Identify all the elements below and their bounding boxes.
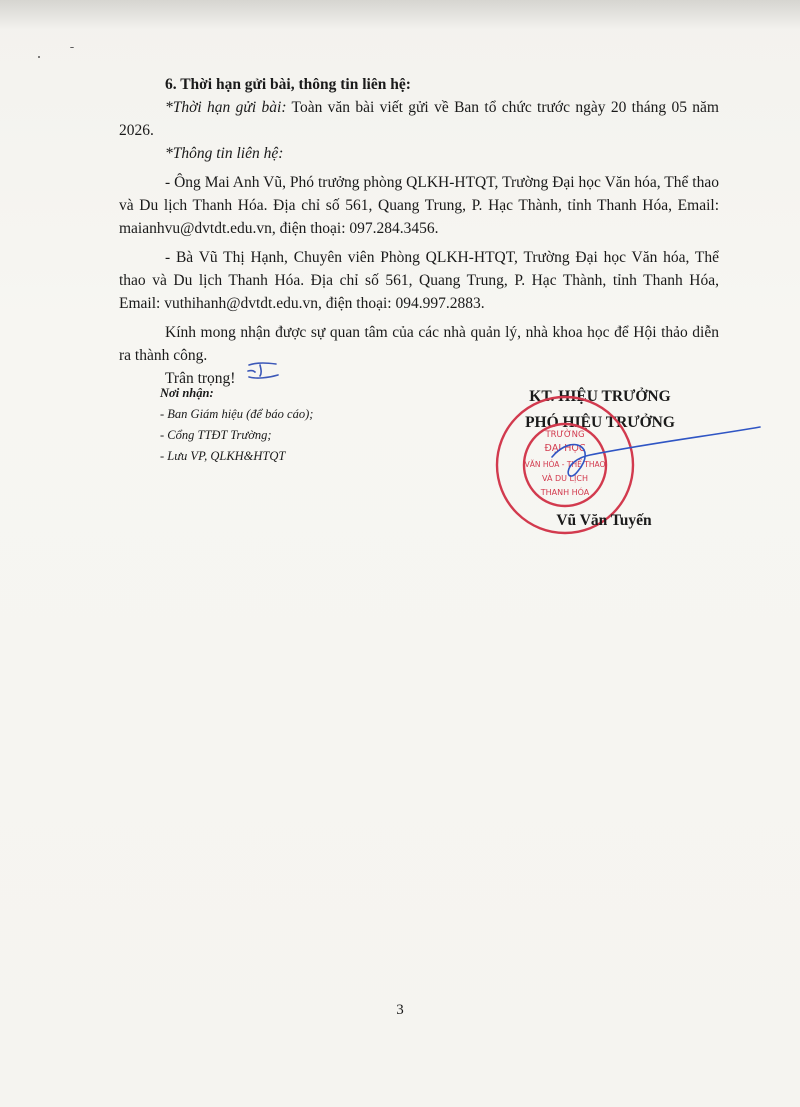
scan-speck: [70, 47, 74, 48]
recipient-item: - Ban Giám hiệu (để báo cáo);: [160, 407, 314, 421]
seal-line: ĐẠI HỌC: [544, 443, 586, 454]
signature-title-2: PHÓ HIỆU TRƯỞNG: [525, 414, 675, 431]
closing-paragraph: Kính mong nhận được sự quan tâm của các nhà quản lý, nhà khoa học để Hội thảo diễn ra thành công.: [119, 324, 719, 364]
section-heading: 6. Thời hạn gửi bài, thông tin liên hệ:: [165, 76, 411, 93]
seal-line: TRƯỜNG: [545, 430, 585, 440]
scan-edge-shadow: [0, 0, 800, 30]
signature-title-1: KT. HIỆU TRƯỞNG: [529, 388, 671, 405]
signer-name: Vũ Văn Tuyến: [556, 512, 652, 529]
contact-label: *Thông tin liên hệ:: [165, 145, 284, 162]
document-body: [119, 73, 719, 390]
seal-line: THANH HÓA: [540, 488, 590, 497]
recipient-item: - Cổng TTĐT Trường;: [160, 428, 272, 442]
deadline-text: Toàn văn bài viết gửi về Ban tổ chức trước ngày 20 tháng 05 năm 2026.: [119, 99, 719, 139]
seal-line: VĂN HÓA - THỂ THAO: [524, 460, 606, 469]
recipient-item: - Lưu VP, QLKH&HTQT: [160, 449, 286, 463]
initial-scribble: [246, 360, 282, 382]
scan-speck: [38, 56, 40, 58]
recipients-title: Nơi nhận:: [160, 386, 214, 400]
deadline-paragraph: [119, 96, 719, 142]
page-number: 3: [396, 1002, 404, 1018]
contact-paragraph-1: - Ông Mai Anh Vũ, Phó trưởng phòng QLKH-HTQT, Trường Đại học Văn hóa, Thể thao và Du lịch Thanh Hóa. Địa chỉ số 561, Quang Trung, P. Hạc Thành, tỉnh Thanh Hóa, Email: maianhvu@dvtdt.edu.vn, điện thoại: 097.284.3456.: [119, 174, 719, 237]
regards-line: Trân trọng!: [165, 370, 236, 387]
recipients-list: [160, 383, 313, 467]
seal-line: VÀ DU LỊCH: [542, 474, 588, 483]
contact-paragraph-2: - Bà Vũ Thị Hạnh, Chuyên viên Phòng QLKH-HTQT, Trường Đại học Văn hóa, Thể thao và Du lịch Thanh Hóa. Địa chỉ số 561, Quang Trung, P. Hạc Thành, tỉnh Thanh Hóa, Email: vuthihanh@dvtdt.edu.vn, điện thoại: 094.997.2883.: [119, 249, 719, 312]
deadline-label: *Thời hạn gửi bài:: [165, 99, 287, 116]
